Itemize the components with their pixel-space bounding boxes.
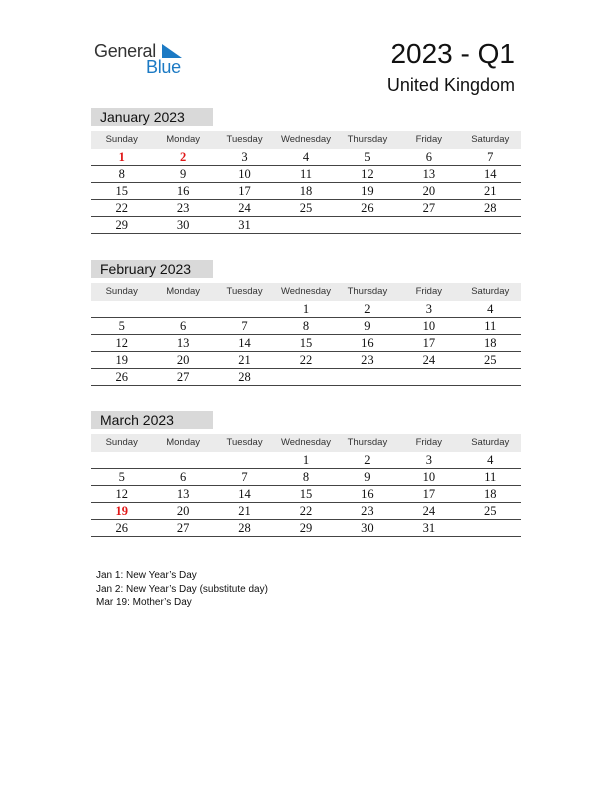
day-cell: 27 [176,370,190,384]
weeks-container [91,301,521,386]
day-cell: 10 [422,470,436,484]
weeks-container [91,452,521,537]
week-row [91,452,521,469]
day-cell: 10 [422,319,436,333]
weekday-label: Monday [166,134,201,145]
day-cell: 24 [422,504,436,518]
empty-day-cell [398,369,459,385]
day-cell: 31 [422,521,436,535]
week-row [91,352,521,369]
weekday-label: Saturday [471,286,510,297]
week-row [91,520,521,537]
day-cell: 6 [180,470,187,484]
day-cell: 26 [115,521,128,535]
week-row [91,335,521,352]
week-row [91,503,521,520]
week-row [91,469,521,486]
day-cell: 2 [180,150,187,164]
day-cell: 3 [425,453,432,467]
day-cell: 15 [299,336,313,350]
day-cell: 25 [299,201,313,215]
day-cell: 4 [487,302,494,316]
weekday-header-row [91,131,521,149]
day-cell: 23 [176,201,190,215]
day-cell: 22 [115,201,128,215]
day-cell: 13 [176,487,190,501]
day-cell: 9 [180,167,187,181]
day-cell: 29 [115,218,128,232]
day-cell: 3 [425,302,432,316]
weekday-label: Sunday [105,437,138,448]
week-row [91,183,521,200]
week-row [91,217,521,234]
day-cell: 17 [422,336,436,350]
month-calendar-january [91,108,521,234]
day-cell: 24 [238,201,251,215]
week-row [91,318,521,335]
day-cell: 2 [364,302,371,316]
logo-text-blue: Blue [146,57,181,77]
day-cell: 28 [238,370,251,384]
day-cell: 19 [361,184,374,198]
day-cell: 21 [238,504,251,518]
weekday-label: Monday [166,286,201,297]
weekday-label: Tuesday [226,437,263,448]
day-cell: 6 [425,150,432,164]
day-cell: 30 [176,218,190,232]
day-cell: 29 [299,521,313,535]
day-cell: 15 [299,487,313,501]
day-cell: 5 [118,470,125,484]
day-cell: 1 [302,453,310,467]
day-cell: 16 [176,184,190,198]
day-cell: 18 [299,184,313,198]
day-cell: 17 [238,184,251,198]
week-row [91,369,521,386]
day-cell: 9 [364,470,371,484]
week-row [91,301,521,318]
weekday-header-row [91,283,521,301]
logo [94,41,194,81]
day-cell: 13 [176,336,190,350]
day-cell: 23 [361,504,374,518]
day-cell: 21 [483,184,497,198]
weekday-header-row [91,434,521,452]
day-cell: 11 [484,319,497,333]
week-row [91,486,521,503]
week-row [91,149,521,166]
day-cell: 16 [361,336,374,350]
day-cell: 19 [115,504,128,518]
day-cell: 28 [238,521,251,535]
empty-day-cell [214,452,275,468]
holiday-notes [96,569,268,610]
day-cell: 11 [299,167,312,181]
week-row [91,166,521,183]
day-cell: 21 [238,353,251,367]
page-title: 2023 - Q1 [390,38,515,69]
day-cell: 20 [176,504,190,518]
day-cell: 19 [115,353,128,367]
logo-text-general: General [94,41,156,61]
day-cell: 4 [302,150,310,164]
weekday-label: Thursday [347,286,388,297]
empty-day-cell [460,520,521,536]
day-cell: 14 [238,336,251,350]
day-cell: 8 [302,470,310,484]
empty-day-cell [214,301,275,317]
day-cell: 20 [176,353,190,367]
day-cell: 25 [483,504,497,518]
day-cell: 14 [483,167,497,181]
weekday-label: Wednesday [280,134,331,145]
country-subtitle: United Kingdom [386,75,515,95]
day-cell: 8 [118,167,125,181]
day-cell: 1 [118,150,125,164]
day-cell: 26 [361,201,374,215]
day-cell: 20 [422,184,436,198]
empty-day-cell [275,217,336,233]
day-cell: 7 [487,150,494,164]
weekday-label: Friday [415,286,443,297]
weekday-label: Saturday [471,134,510,145]
weekday-label: Friday [415,437,443,448]
day-cell: 7 [241,319,248,333]
month-calendar-february [91,260,521,386]
weekday-label: Monday [166,437,201,448]
day-cell: 27 [176,521,190,535]
day-cell: 3 [241,150,248,164]
day-cell: 24 [422,353,436,367]
day-cell: 30 [361,521,374,535]
empty-day-cell [152,452,213,468]
month-title: January 2023 [91,108,213,126]
day-cell: 5 [364,150,371,164]
day-cell: 22 [299,353,313,367]
holiday-note: Jan 2: New Year’s Day (substitute day) [96,583,268,595]
day-cell: 13 [422,167,436,181]
day-cell: 15 [115,184,128,198]
empty-day-cell [398,217,459,233]
day-cell: 26 [115,370,128,384]
weekday-label: Tuesday [226,286,263,297]
empty-day-cell [460,369,521,385]
weeks-container [91,149,521,234]
day-cell: 8 [302,319,310,333]
weekday-label: Sunday [105,134,138,145]
day-cell: 5 [118,319,125,333]
day-cell: 18 [483,487,497,501]
day-cell: 25 [483,353,497,367]
day-cell: 7 [241,470,248,484]
empty-day-cell [337,369,398,385]
day-cell: 14 [238,487,251,501]
empty-day-cell [91,301,152,317]
day-cell: 4 [487,453,494,467]
holiday-note: Jan 1: New Year’s Day [96,570,197,581]
month-calendar-march [91,411,521,537]
month-title: February 2023 [91,260,213,278]
day-cell: 16 [361,487,374,501]
empty-day-cell [460,217,521,233]
day-cell: 23 [361,353,374,367]
holiday-note: Mar 19: Mother’s Day [96,597,192,608]
day-cell: 11 [484,470,497,484]
day-cell: 2 [364,453,371,467]
day-cell: 17 [422,487,436,501]
empty-day-cell [337,217,398,233]
day-cell: 12 [115,336,128,350]
weekday-label: Wednesday [280,437,331,448]
empty-day-cell [152,301,213,317]
weekday-label: Saturday [471,437,510,448]
day-cell: 10 [238,167,251,181]
day-cell: 28 [483,201,497,215]
day-cell: 6 [180,319,187,333]
month-title: March 2023 [91,411,213,429]
day-cell: 31 [238,218,251,232]
empty-day-cell [91,452,152,468]
day-cell: 27 [422,201,436,215]
weekday-label: Friday [415,134,443,145]
day-cell: 22 [299,504,313,518]
weekday-label: Wednesday [280,286,331,297]
day-cell: 9 [364,319,371,333]
day-cell: 1 [302,302,310,316]
weekday-label: Tuesday [226,134,263,145]
day-cell: 12 [361,167,374,181]
day-cell: 12 [115,487,128,501]
day-cell: 18 [483,336,497,350]
weekday-label: Sunday [105,286,138,297]
empty-day-cell [275,369,336,385]
weekday-label: Thursday [347,437,388,448]
weekday-label: Thursday [347,134,388,145]
week-row [91,200,521,217]
